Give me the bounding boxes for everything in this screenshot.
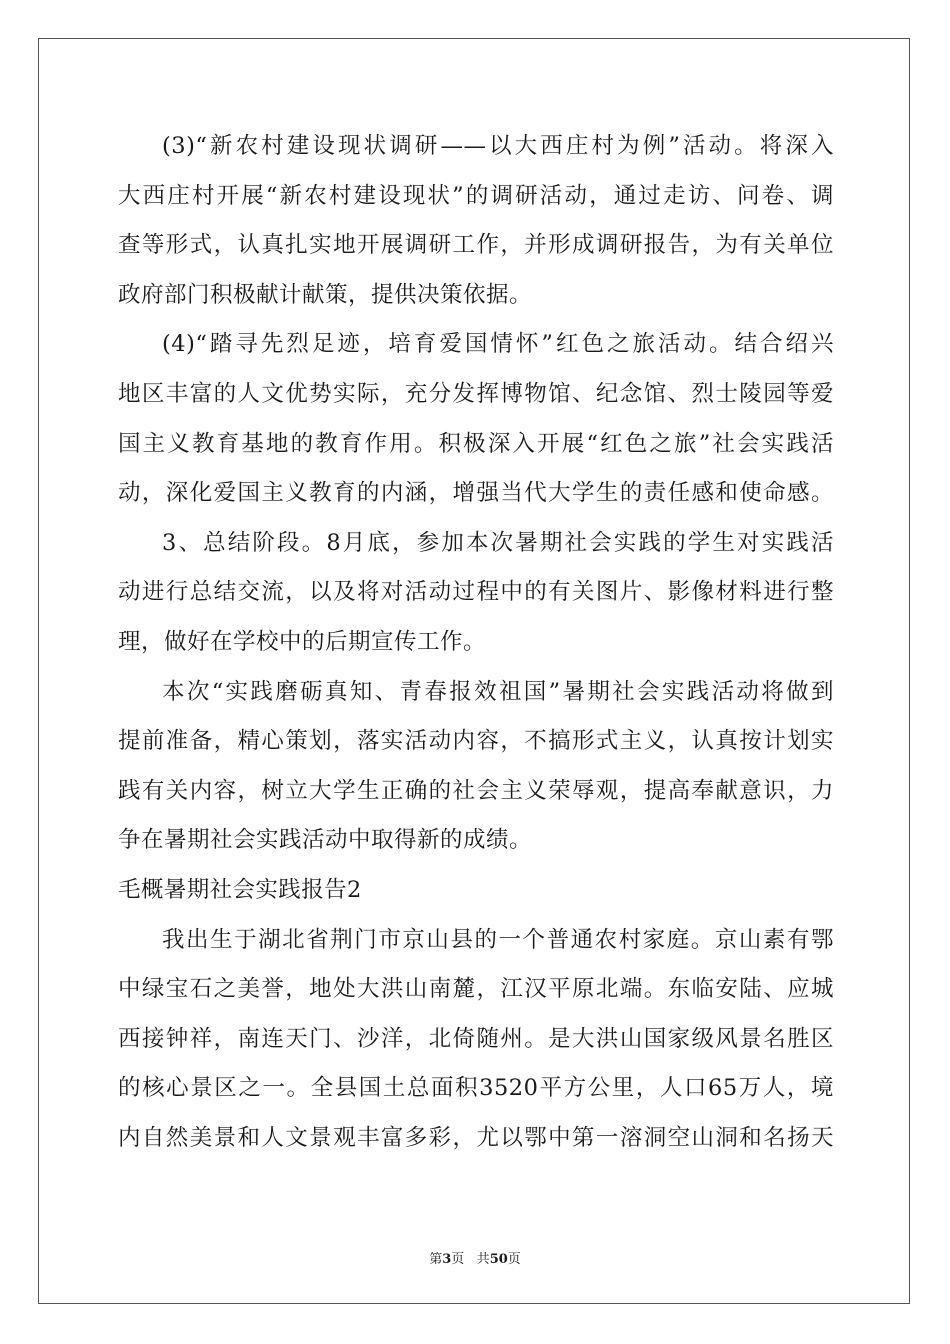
paragraph-line: 我出生于湖北省荆门市京山县的一个普通农村家庭。京山素有鄂 — [162, 926, 834, 953]
paragraph-line: 动，深化爱国主义教育的内涵，增强当代大学生的责任感和使命感。 — [118, 480, 834, 507]
paragraph-line: 西接钟祥，南连天门、沙洋，北倚随州。是大洪山国家级风景名胜区 — [118, 1025, 834, 1052]
paragraph-line: 理，做好在学校中的后期宣传工作。 — [118, 628, 487, 655]
paragraph-line: 践有关内容，树立大学生正确的社会主义荣辱观，提高奉献意识，力 — [118, 777, 834, 804]
page-number: 3 — [442, 1252, 452, 1267]
paragraph-line: 动进行总结交流，以及将对活动过程中的有关图片、影像材料进行整 — [118, 579, 834, 606]
paragraph-line: 内自然美景和人文景观丰富多彩，尤以鄂中第一溶洞空山洞和名扬天 — [118, 1124, 834, 1151]
section-title: 毛概暑期社会实践报告2 — [118, 876, 362, 903]
total-pages: 50 — [489, 1252, 508, 1267]
paragraph-line: (4)“踏寻先烈足迹，培育爱国情怀”红色之旅活动。结合绍兴 — [162, 331, 834, 358]
paragraph-line: 提前准备，精心策划，落实活动内容，不搞形式主义，认真按计划实 — [118, 728, 834, 755]
page-footer — [0, 1248, 950, 1267]
page-suffix: 页 — [451, 1252, 465, 1267]
paragraph-line: 政府部门积极献计献策，提供决策依据。 — [118, 281, 533, 308]
total-prefix: 共 — [476, 1252, 490, 1267]
total-suffix: 页 — [507, 1252, 521, 1267]
paragraph-line: 3、总结阶段。8月底，参加本次暑期社会实践的学生对实践活 — [162, 529, 834, 556]
paragraph-line: 查等形式，认真扎实地开展调研工作，并形成调研报告，为有关单位 — [118, 232, 834, 259]
document-body — [118, 122, 834, 1163]
paragraph-line: (3)“新农村建设现状调研——以大西庄村为例”活动。将深入 — [162, 133, 834, 159]
paragraph-line: 大西庄村开展“新农村建设现状”的调研活动，通过走访、问卷、调 — [118, 182, 834, 209]
page-prefix: 第 — [429, 1252, 443, 1267]
paragraph-line: 的核心景区之一。全县国土总面积3520平方公里，人口65万人，境 — [118, 1075, 834, 1102]
paragraph-line: 争在暑期社会实践活动中取得新的成绩。 — [118, 827, 533, 854]
paragraph-line: 中绿宝石之美誉，地处大洪山南麓，江汉平原北端。东临安陆、应城 — [118, 976, 834, 1003]
paragraph-line: 地区丰富的人文优势实际，充分发挥博物馆、纪念馆、烈士陵园等爱 — [118, 380, 834, 407]
paragraph-line: 本次“实践磨砺真知、青春报效祖国”暑期社会实践活动将做到 — [162, 678, 834, 705]
paragraph-line: 国主义教育基地的教育作用。积极深入开展“红色之旅”社会实践活 — [118, 430, 834, 457]
